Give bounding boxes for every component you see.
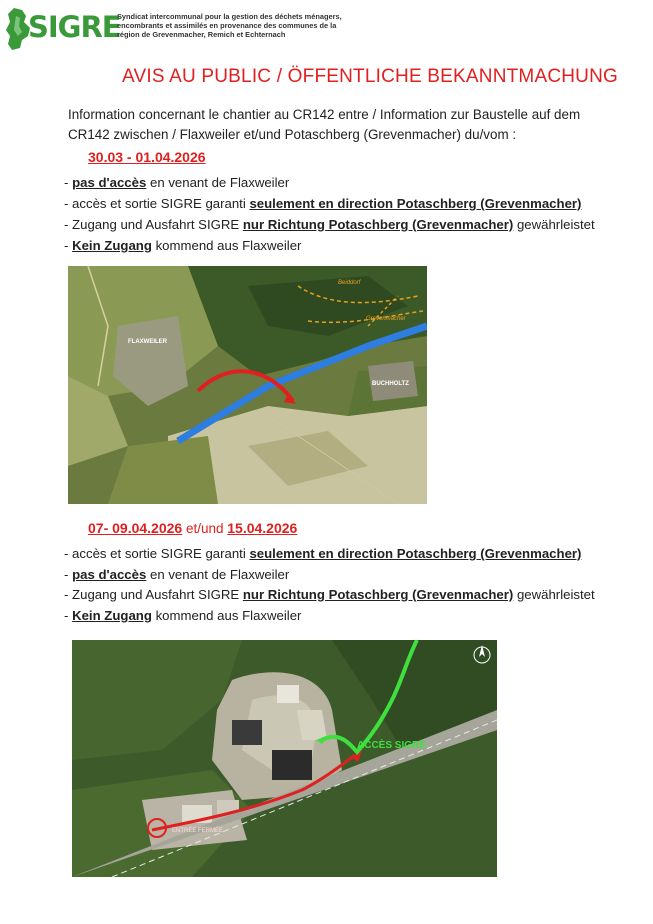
org-line: Syndicat intercommunal pour la gestion des déchets ménagers, [117, 12, 342, 21]
org-line: encombrants et assimilés en provenance des communes de la [117, 21, 337, 30]
map-aerial-sigre-site [72, 640, 497, 877]
page-title: AVIS AU PUBLIC / ÖFFENTLICHE BEKANNTMACHUNG [122, 66, 618, 87]
period1-item: - Kein Zugang kommend aus Flaxweiler [64, 238, 302, 253]
period2-dates [88, 520, 297, 538]
period2-item: - Kein Zugang kommend aus Flaxweiler [64, 608, 302, 623]
map-label-buchholtz: BUCHHOLTZ [372, 381, 409, 387]
map-label-acces-sigre: ACCÈS SIGRE [357, 740, 426, 751]
period1-item: - Zugang und Ausfahrt SIGRE nur Richtung Potaschberg (Grevenmacher) gewährleistet [64, 217, 595, 232]
period2-item: - Zugang und Ausfahrt SIGRE nur Richtung Potaschberg (Grevenmacher) gewährleistet [64, 587, 595, 602]
map-aerial-flaxweiler [68, 266, 427, 504]
period1-item: - accès et sortie SIGRE garanti seulement en direction Potaschberg (Grevenmacher) [64, 196, 582, 211]
map-label-flaxweiler: FLAXWEILER [128, 339, 167, 345]
period1-date: 30.03 - 01.04.2026 [88, 149, 206, 165]
period2-date: 07- 09.04.2026 [88, 520, 183, 536]
intro-paragraph [68, 105, 638, 145]
map-label-route: Beiddorf [338, 280, 361, 286]
organisation-description [117, 12, 347, 39]
intro-line: CR142 zwischen / Flaxweiler et/und Potaschberg (Grevenmacher) du/vom : [68, 127, 517, 142]
period2-connector: et/und [182, 521, 228, 536]
period2-item: - accès et sortie SIGRE garanti seulement en direction Potaschberg (Grevenmacher) [64, 546, 582, 561]
org-line: région de Grevenmacher, Remich et Echternach [117, 30, 286, 39]
map-label-entree-fermee: ENTRÉE FERMÉE [172, 828, 224, 834]
period2-date: 15.04.2026 [227, 520, 298, 536]
intro-line: Information concernant le chantier au CR142 entre / Information zur Baustelle auf dem [68, 107, 581, 122]
map-label-route: Grevenmacher [366, 316, 406, 322]
sigre-logo [4, 6, 121, 52]
period1-item: - pas d'accès en venant de Flaxweiler [64, 175, 290, 190]
logo-text: SIGRE [28, 10, 121, 44]
period2-item: - pas d'accès en venant de Flaxweiler [64, 567, 290, 582]
